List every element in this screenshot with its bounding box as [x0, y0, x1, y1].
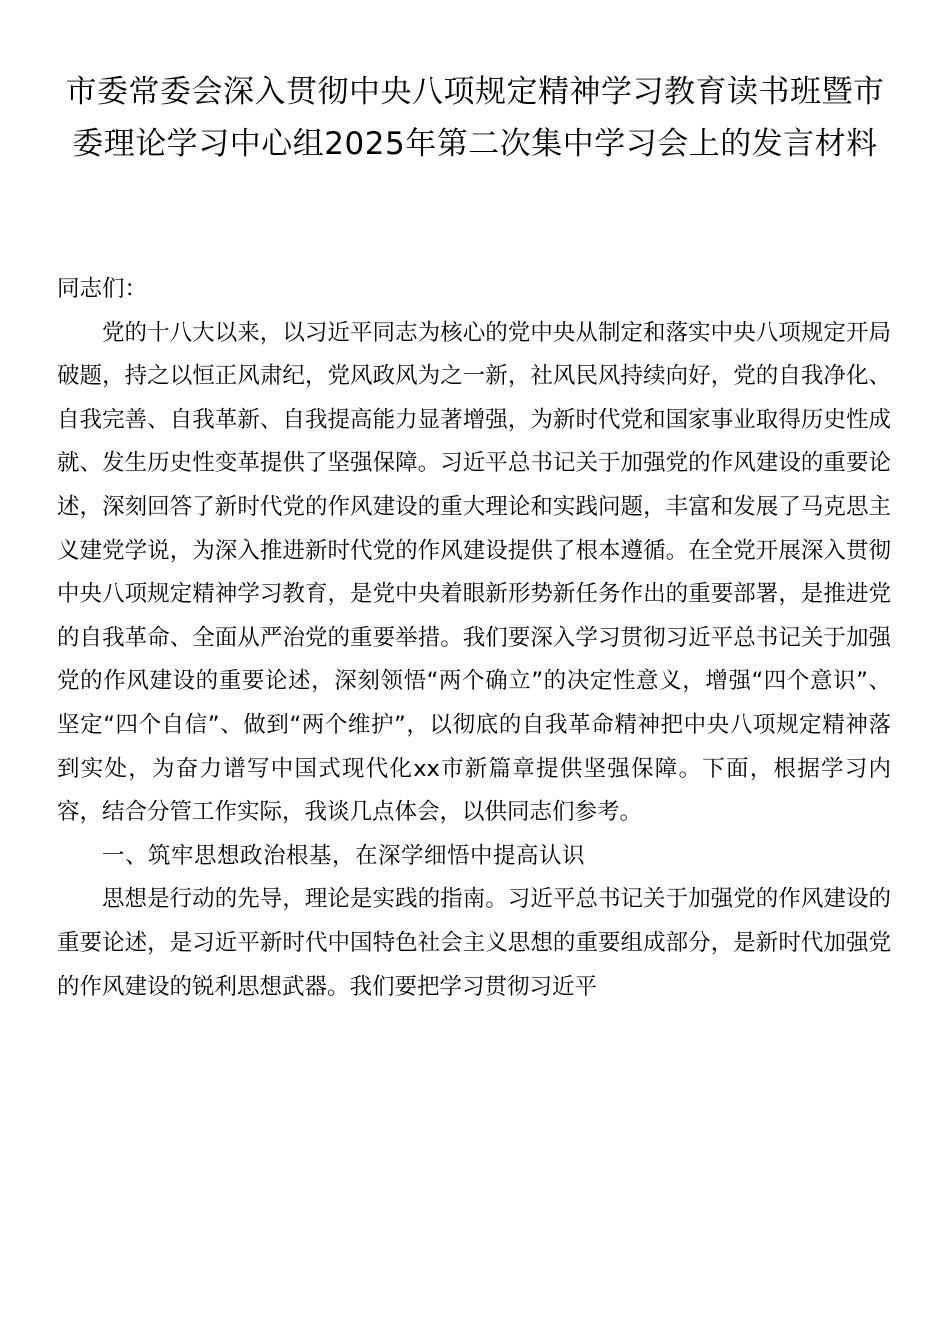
document-body	[57, 268, 891, 1009]
section-paragraph: 思想是行动的先导，理论是实践的指南。习近平总书记关于加强党的作风建设的重要论述，是习近平新时代中国特色社会主义思想的重要组成部分，是新时代加强党的作风建设的锐利思想武器。我们要把学习贯彻习近平	[57, 886, 891, 1000]
document-title: 市委常委会深入贯彻中央八项规定精神学习教育读书班暨市委理论学习中心组2025年第二次集中学习会上的发言材料	[65, 74, 885, 162]
body-paragraph: 党的十八大以来，以习近平同志为核心的党中央从制定和落实中央八项规定开局破题，持之以恒正风肃纪，党风政风为之一新，社风民风持续向好，党的自我净化、自我完善、自我革新、自我提高能力显著增强，为新时代党和国家事业取得历史性成就、发生历史性变革提供了坚强保障。习近平总书记关于加强党的作风建设的重要论述，深刻回答了新时代党的作风建设的重大理论和实践问题，丰富和发展了马克思主义建党学说，为深入推进新时代党的作风建设提供了根本遵循。在全党开展深入贯彻中央八项规定精神学习教育，是党中央着眼新形势新任务作出的重要部署，是推进党的自我革命、全面从严治党的重要举措。我们要深入学习贯彻习近平总书记关于加强党的作风建设的重要论述，深刻领悟“两个确立”的决定性意义，增强“四个意识”、坚定“四个自信”、做到“两个维护”，以彻底的自我革命精神把中央八项规定精神落到实处，为奋力谱写中国式现代化xx市新篇章提供坚强保障。下面，根据学习内容，结合分管工作实际，我谈几点体会，以供同志们参考。	[57, 319, 891, 826]
salutation: 同志们：	[57, 276, 148, 302]
section-heading: 一、筑牢思想政治根基，在深学细悟中提高认识	[102, 842, 586, 869]
